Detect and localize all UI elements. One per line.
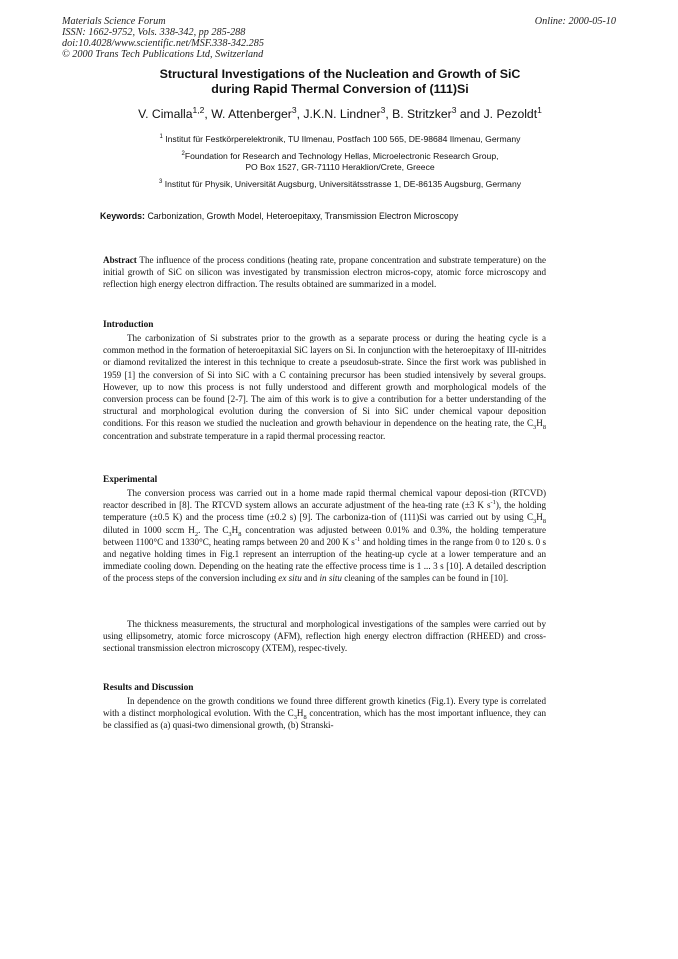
journal-doi[interactable]: doi:10.4028/www.scientific.net/MSF.338-342.285 — [62, 38, 264, 49]
results-paragraph — [103, 695, 546, 732]
journal-citation-header — [62, 16, 264, 60]
experimental-paragraph-2: The thickness measurements, the structural and morphological investigations of the samples were carried out by using ellipsometry, atomic force microscopy (AFM), reflection high energy electron diffraction (RHEED) and cross-sectional transmission electron microscopy (XTEM), respec-tively. — [103, 619, 546, 654]
affiliation-text: PO Box 1527, GR-71110 Heraklion/Crete, Greece — [245, 162, 435, 172]
author-separator: and — [456, 107, 484, 121]
formula-subscript: 8 — [542, 424, 546, 432]
abstract-text: The influence of the process conditions (heating rate, propane concentration and substrate temperature) on the initial growth of SiC on silicon was investigated by transmission electron micros-copy, atomic force microscopy and reflection high energy electron diffraction. The results obtained are summarized in a model. — [103, 255, 547, 290]
exp-superscript: -1 — [490, 499, 496, 507]
res-text: In dependence on the growth conditions we found three different growth kinetics (Fig.1). Every type is correlated with a distinct morphological evolution. With the C — [103, 696, 546, 719]
author-name: B. Stritzker — [392, 107, 452, 121]
formula-subscript: 3 — [533, 518, 537, 526]
author-name: W. Attenberger — [211, 107, 292, 121]
affiliation-text: Institut für Physik, Universität Augsburg, Universitätsstrasse 1, DE-86135 Augsburg, Germany — [164, 179, 522, 189]
title-line-2: during Rapid Thermal Conversion of (111)Si — [211, 82, 469, 96]
intro-text: The carbonization of Si substrates prior to the growth as a separate process or during the heating cycle is a common method in the formation of heteroepitaxial SiC layers on Si. In conjunction with the heteroepitaxy of III-nitrides or diamond revitalized the interest in this technique to create a pseudosub-strate. Since the first work was published in 1959 [1] the conversion of Si into SiC with a C containing precursor has been studied intensively by several groups. However, up to now this process is not fully understood and different growth and morphological models of the conversion process can be found [2-7]. The aim of this work is to give a contribution for a better understanding of the structural and morphological evolution during the conversion of Si into SiC under chemical vapour deposition conditions. For this reason we studied the nucleation and growth behaviour in dependence on the heating rate, the — [103, 333, 546, 429]
formula-part: H — [536, 512, 543, 523]
affiliation-text: Foundation for Research and Technology Hellas, Microelectronic Research Group, — [184, 151, 499, 161]
affiliation-number: 2 — [181, 151, 185, 158]
author-separator: , — [204, 107, 212, 121]
exp-italic: in situ — [319, 573, 342, 584]
author-list — [62, 104, 618, 121]
exp-text: The conversion process was carried out in a home made rapid thermal chemical vapour deposi-tion (RTCVD) reactor described in [8]. The RTCVD system allows an accurate adjustment of the hea-ting rate (±3 K s — [103, 488, 546, 511]
formula-subscript: 3 — [533, 424, 537, 432]
formula-part: C — [526, 418, 534, 429]
experimental-paragraph-1 — [103, 487, 546, 585]
formula-subscript: 3 — [228, 530, 232, 538]
author-name: V. Cimalla — [138, 107, 193, 121]
author-affiliation-mark: 3 — [291, 104, 297, 115]
formula-subscript: 3 — [293, 714, 297, 722]
author-affiliation-mark: 1 — [537, 104, 542, 115]
abstract-paragraph — [103, 254, 546, 291]
formula-subscript: 8 — [303, 714, 307, 722]
intro-text-end: concentration and substrate temperature in a rapid thermal processing reactor. — [103, 430, 386, 441]
exp-text: and holding times in the range from 0 to 120 s. 0 s and negative holding times in Fig.1 represent an interruption of the heating-up cycle at a lower temperature and an immediate cooling down. Depending on the heating rate the effective process time is 1 ... 3 s [10]. A detailed description of the process steps of the conversion including — [103, 536, 547, 584]
author-affiliation-mark: 3 — [380, 104, 386, 115]
exp-text: ), the holding temperature (±0.5 K) and the process time (±0.2 s) [9]. The carboniza-tion of (111)Si was carried out by using C — [103, 500, 547, 523]
affiliation-3 — [62, 179, 618, 190]
affiliation-1 — [62, 134, 618, 145]
author-name: J. Pezoldt — [483, 107, 538, 121]
res-text: concentration, which has the most important influence, they can be classified as (a) quasi-two dimensional growth, (b) Stranski- — [103, 708, 546, 731]
exp-text: cleaning of the samples can be found in [10]. — [341, 573, 509, 584]
journal-copyright: © 2000 Trans Tech Publications Ltd, Switzerland — [62, 49, 264, 60]
exp-text: . The C — [198, 524, 229, 535]
online-date: Online: 2000-05-10 — [534, 16, 616, 27]
affiliation-number: 3 — [158, 179, 163, 186]
exp-text: and — [301, 573, 320, 584]
formula-subscript: 8 — [238, 530, 242, 538]
title-line-1: Structural Investigations of the Nucleation and Growth of SiC — [159, 67, 521, 81]
affiliation-2 — [62, 151, 618, 173]
formula-part: H — [296, 708, 304, 719]
exp-text: concentration was adjusted between 0.01% and 0.3%, the holding temperature between 1100°C and 1330°C, heating ramps between 20 and 200 K s — [103, 524, 546, 547]
formula-part: H — [536, 418, 543, 429]
experimental-heading: Experimental — [103, 475, 158, 485]
author-name: J.K.N. Lindner — [303, 107, 381, 121]
journal-name: Materials Science Forum — [62, 16, 166, 27]
keywords-label: Keywords: — [100, 211, 145, 221]
affiliation-text: Institut für Festkörperelektronik, TU Ilmenau, Postfach 100 565, DE-98684 Ilmenau, Germany — [165, 134, 521, 144]
author-affiliation-mark: 1,2 — [192, 104, 205, 115]
introduction-paragraph — [103, 332, 546, 442]
affiliation-number: 1 — [159, 134, 163, 141]
results-heading: Results and Discussion — [103, 683, 194, 693]
introduction-heading: Introduction — [103, 320, 154, 330]
formula-subscript: 8 — [542, 518, 546, 526]
author-separator: , — [385, 107, 393, 121]
formula-part: H — [231, 524, 239, 535]
paper-title — [80, 67, 600, 97]
author-separator: , — [296, 107, 304, 121]
author-affiliation-mark: 3 — [451, 104, 457, 115]
keywords-text: Carbonization, Growth Model, Heteroepitaxy, Transmission Electron Microscopy — [147, 211, 459, 221]
exp-superscript: -1 — [354, 535, 361, 543]
exp-italic: ex situ — [278, 573, 302, 584]
exp-text: diluted in 1000 sccm H — [103, 524, 195, 535]
formula-subscript: 2 — [194, 530, 199, 538]
journal-issn: ISSN: 1662-9752, Vols. 338-342, pp 285-288 — [62, 27, 246, 38]
keywords-line — [100, 211, 458, 221]
abstract-label: Abstract — [103, 255, 137, 265]
